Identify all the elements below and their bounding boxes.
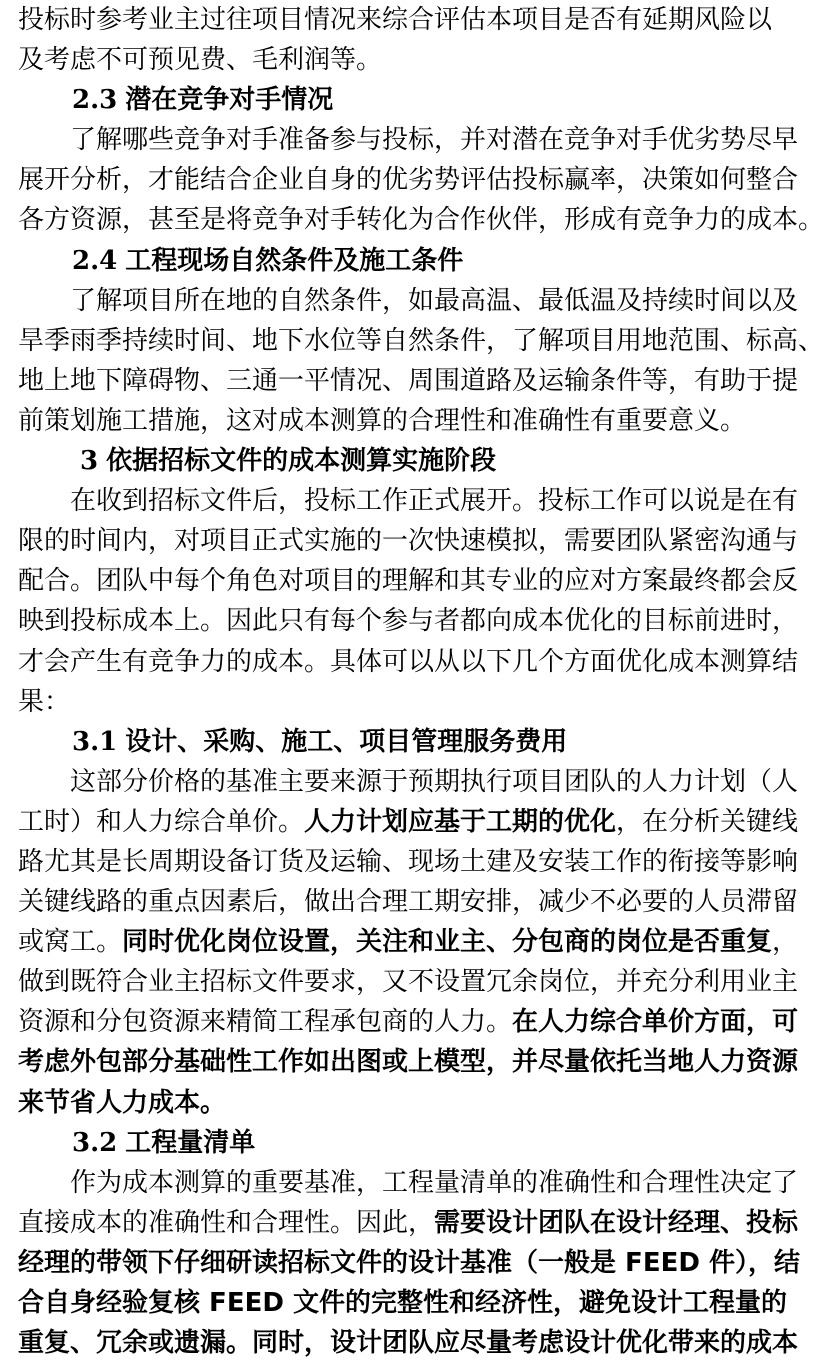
text-line: 旱季雨季持续时间、地下水位等自然条件，了解项目用地范围、标高、 [18, 325, 825, 356]
section-heading-2-3: 2.3 潜在竞争对手情况 [72, 85, 334, 116]
section-heading-3-2: 3.2 工程量清单 [72, 1127, 256, 1158]
text-line: 工时）和人力综合单价。人力计划应基于工期的优化，在分析关键线 [18, 806, 799, 837]
text-line: 考虑外包部分基础性工作如出图或上模型，并尽量依托当地人力资源 [18, 1047, 799, 1078]
paragraph-implementation [18, 481, 827, 722]
text-line: 资源和分包资源来精简工程承包商的人力。在人力综合单价方面，可 [18, 1007, 799, 1038]
text-line: 关键线路的重点因素后，做出合理工期安排，减少不必要的人员滞留 [18, 887, 799, 918]
text-line: 在收到招标文件后，投标工作正式展开。投标工作可以说是在有 [70, 486, 799, 517]
text-line: 配合。团队中每个角色对项目的理解和其专业的应对方案最终都会反 [18, 566, 799, 597]
text-line: 映到投标成本上。因此只有每个参与者都向成本优化的目标前进时， [18, 606, 799, 637]
text-line: 了解哪些竞争对手准备参与投标，并对潜在竞争对手优劣势尽早 [70, 125, 799, 156]
text-line: 路尤其是长周期设备订货及运输、现场土建及安装工作的衔接等影响 [18, 846, 799, 877]
text-line: 果： [18, 686, 71, 717]
text-line: 才会产生有竞争力的成本。具体可以从以下几个方面优化成本测算结 [18, 646, 799, 677]
paragraph-site-conditions [18, 281, 827, 441]
text-line: 合自身经验复核 FEED 文件的完整性和经济性，避免设计工程量的 [18, 1288, 787, 1318]
text-line: 了解项目所在地的自然条件，如最高温、最低温及持续时间以及 [70, 285, 799, 316]
section-heading-2-4: 2.4 工程现场自然条件及施工条件 [72, 245, 464, 276]
text-line: 地上地下障碍物、三通一平情况、周围道路及运输条件等，有助于提 [18, 365, 799, 396]
text-line: 直接成本的准确性和合理性。因此，需要设计团队在设计经理、投标 [18, 1207, 799, 1238]
text-line: 做到既符合业主招标文件要求，又不设置冗余岗位，并充分利用业主 [18, 967, 799, 998]
text-line: 及考虑不可预见费、毛利润等。 [18, 45, 383, 76]
text-line: 作为成本测算的重要基准，工程量清单的准确性和合理性决定了 [70, 1167, 799, 1198]
text-line: 这部分价格的基准主要来源于预期执行项目团队的人力计划（人 [70, 766, 799, 797]
text-line: 经理的带领下仔细研读招标文件的设计基准（一般是 FEED 件），结 [18, 1247, 800, 1278]
paragraph-intro [18, 0, 827, 80]
paragraph-competitors [18, 120, 827, 240]
section-heading-3: 3 依据招标文件的成本测算实施阶段 [80, 446, 497, 477]
section-heading-3-1: 3.1 设计、采购、施工、项目管理服务费用 [72, 726, 568, 757]
text-line: 展开分析，才能结合企业自身的优劣势评估投标赢率，决策如何整合 [18, 165, 799, 196]
paragraph-bill-of-quantities [18, 1163, 827, 1363]
text-line: 限的时间内，对项目正式实施的一次快速模拟，需要团队紧密沟通与 [18, 526, 799, 557]
text-line: 投标时参考业主过往项目情况来综合评估本项目是否有延期风险以 [18, 5, 773, 35]
text-line: 前策划施工措施，这对成本测算的合理性和准确性有重要意义。 [18, 405, 747, 436]
text-line: 各方资源，甚至是将竞争对手转化为合作伙伴，形成有竞争力的成本。 [18, 205, 825, 236]
text-line: 或窝工。同时优化岗位设置，关注和业主、分包商的岗位是否重复， [18, 927, 799, 958]
text-line: 重复、冗余或遗漏。同时，设计团队应尽量考虑设计优化带来的成本 [18, 1328, 799, 1359]
text-line: 来节省人力成本。 [18, 1087, 227, 1118]
paragraph-services-cost [18, 762, 827, 1123]
